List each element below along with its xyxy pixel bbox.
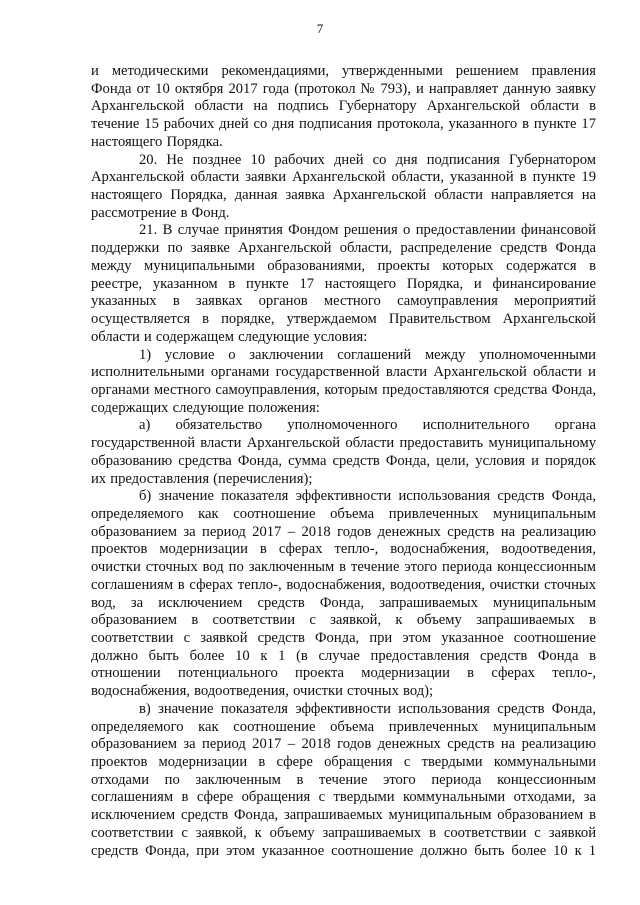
paragraph-subitem-b: б) значение показателя эффективности использования средств Фонда, определяемого как соотношение объема привлеченных муниципальным образованием за период 2017 – 2018 годов денежных средств на реализацию проектов модернизации в сферах тепло-, водоснабжения, водоотведения, очистки сточных вод по заключенным в течение этого периода концессионным соглашениям в сферах тепло-, водоснабжения, водоотведения, очистки сточных вод, за исключением средств Фонда, запрашиваемых муниципальным образованием в соответствии с заявкой, к объему запрашиваемых в соответствии с заявкой средств Фонда, при этом указанное соотношение должно быть более 10 к 1 (в случае предоставления средств Фонда в отношении потенциального проекта модернизации в сферах тепло-, водоснабжения, водоотведения, очистки сточных вод); xyxy=(91,488,596,700)
paragraph-subitem-1: 1) условие о заключении соглашений между уполномоченными исполнительными органами государственной власти Архангельской области и органами местного самоуправления, которым предоставляются средства Фонда, содержащих следующие положения: xyxy=(91,346,596,416)
page-number: 7 xyxy=(316,21,324,36)
paragraph-subitem-a: а) обязательство уполномоченного исполнительного органа государственной власти Архангельской области предоставить муниципальному образованию средства Фонда, сумма средств Фонда, цели, условия и порядок их предоставления (перечисления); xyxy=(91,417,596,487)
paragraph-item-21: 21. В случае принятия Фондом решения о предоставлении финансовой поддержки по заявке Архангельской области, распределение средств Фонда между муниципальными образованиями, проекты которых содержатся в реестре, указанном в пункте 17 настоящего Порядка, и финансирование указанных в заявках органов местного самоуправления мероприятий осуществляется в порядке, утверждаемом Правительством Архангельской области и содержащем следующие условия: xyxy=(91,222,596,345)
document-body xyxy=(91,63,596,860)
paragraph-subitem-v: в) значение показателя эффективности использования средств Фонда, определяемого как соотношение объема привлеченных муниципальным образованием за период 2017 – 2018 годов денежных средств на реализацию проектов модернизации в сфере обращения с твердыми коммунальными отходами по заключенным в течение этого периода концессионным соглашениям в сфере обращения с твердыми коммунальными отходами, за исключением средств Фонда, запрашиваемых муниципальным образованием в соответствии с заявкой, к объему запрашиваемых в соответствии с заявкой средств Фонда, при этом указанное соотношение должно быть более 10 к 1 xyxy=(91,700,596,859)
paragraph-item-20: 20. Не позднее 10 рабочих дней со дня подписания Губернатором Архангельской области заявки Архангельской области, указанной в пункте 19 настоящего Порядка, данная заявка Архангельской области направляется на рассмотрение в Фонд. xyxy=(91,151,596,221)
paragraph-continuation: и методическими рекомендациями, утвержденными решением правления Фонда от 10 октября 2017 года (протокол № 793), и направляет данную заявку Архангельской области на подпись Губернатору Архангельской области в течение 15 рабочих дней со дня подписания протокола, указанного в пункте 17 настоящего Порядка. xyxy=(91,63,596,150)
